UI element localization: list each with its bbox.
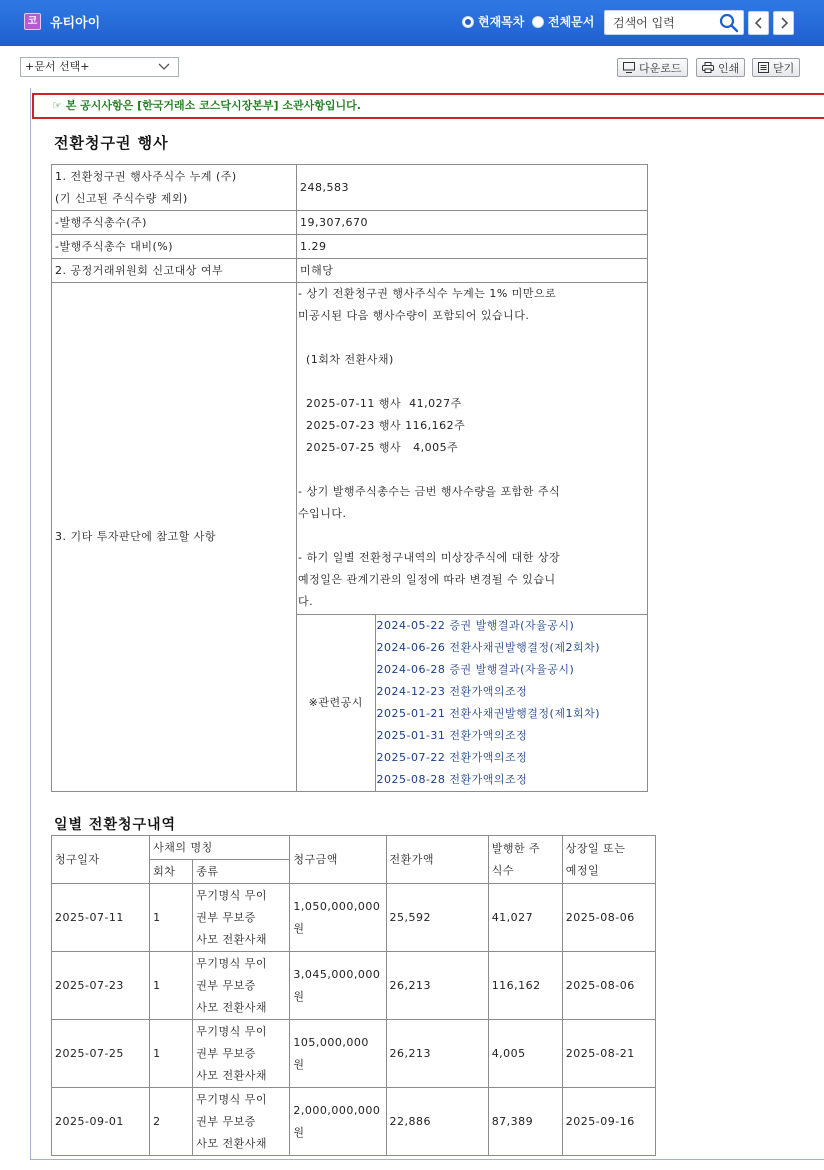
cell-listing: 2025-09-16: [562, 1088, 655, 1156]
document-list-icon: [758, 62, 769, 73]
section-title-daily-claims: 일별 전환청구내역: [54, 817, 177, 833]
cell-amount: 2,000,000,000 원: [290, 1088, 386, 1156]
cell-round: 1: [150, 952, 193, 1020]
print-label: 인쇄: [718, 61, 740, 75]
cell-amount: 1,050,000,000 원: [290, 884, 386, 952]
chevron-down-icon: [158, 63, 170, 71]
value-cell: 19,307,670: [297, 211, 648, 235]
related-link[interactable]: 2025-08-28 전환가액의조정: [376, 773, 528, 786]
header-shares: 발행한 주 식수: [488, 836, 562, 884]
table-row: [52, 211, 648, 235]
section-title-conversion-exercise: 전환청구권 행사: [54, 134, 169, 152]
radio-all-label: 전체문서: [548, 15, 595, 29]
label-cell: 3. 기타 투자판단에 참고할 사항: [52, 283, 297, 792]
daily-claims-table: [51, 835, 656, 1156]
app-logo-icon: 코: [24, 13, 41, 30]
radio-unselected-icon[interactable]: [532, 16, 544, 28]
related-label-cell: ※관련공시: [297, 615, 375, 792]
label-cell: -발행주식총수 대비(%): [52, 235, 297, 259]
download-button[interactable]: [617, 58, 688, 77]
cell-listing: 2025-08-21: [562, 1020, 655, 1088]
value-cell: 1.29: [297, 235, 648, 259]
radio-selected-icon[interactable]: [462, 16, 474, 28]
cell-shares: 41,027: [488, 884, 562, 952]
cell-date: 2025-07-23: [52, 952, 150, 1020]
cell-amount: 3,045,000,000 원: [290, 952, 386, 1020]
cell-shares: 4,005: [488, 1020, 562, 1088]
close-label: 닫기: [773, 61, 795, 75]
table-row: [52, 952, 656, 1020]
table-row: [52, 1088, 656, 1156]
table-header-row: [52, 836, 656, 860]
next-button[interactable]: [773, 11, 794, 35]
cell-kind: 무기명식 무이 권부 무보증 사모 전환사채: [193, 1088, 290, 1156]
close-button[interactable]: [752, 58, 800, 77]
cell-price: 26,213: [386, 952, 488, 1020]
other-info-text: - 상기 전환청구권 행사주식수 누계는 1% 미만으로 미공시된 다음 행사수량이 포함되어 있습니다. (1회차 전환사채) 2025-07-11 행사 41,027주 2025-07-23 행사 116,162주 2025-07-25 행사 4,005주 - 상기 발행주식총수는 금번 행사수량을 포함한 주식 수입니다. - 하기 일별 전환청구내역의 미상장주식에 대한 상장 예정일은 관계기관의 일정에 따라 변경될 수 있습니 다.: [298, 287, 561, 608]
document-select-value: +문서 선택+: [25, 60, 90, 73]
table-row: [52, 165, 648, 211]
header-bond-name: 사채의 명칭: [150, 836, 290, 860]
header-round: 회차: [150, 860, 193, 884]
related-links-cell: [375, 615, 647, 792]
other-info-cell: [297, 283, 648, 792]
chevron-right-icon: [779, 17, 789, 29]
table-row: [52, 259, 648, 283]
conversion-summary-table: [51, 164, 648, 792]
header-date: 청구일자: [52, 836, 150, 884]
cell-price: 22,886: [386, 1088, 488, 1156]
header-amount: 청구금액: [290, 836, 386, 884]
monitor-download-icon: [623, 62, 635, 73]
printer-icon: [702, 62, 714, 73]
cell-round: 1: [150, 884, 193, 952]
download-label: 다운로드: [639, 61, 682, 75]
cell-price: 26,213: [386, 1020, 488, 1088]
chevron-left-icon: [754, 17, 764, 29]
cell-date: 2025-07-25: [52, 1020, 150, 1088]
cell-listing: 2025-08-06: [562, 884, 655, 952]
related-link[interactable]: 2024-12-23 전환가액의조정: [376, 685, 528, 698]
top-bar: [0, 0, 824, 46]
related-link[interactable]: 2025-01-31 전환가액의조정: [376, 729, 528, 742]
related-disclosures-table: [297, 614, 647, 791]
label-cell: 1. 전환청구권 행사주식수 누계 (주) (기 신고된 주식수량 제외): [52, 165, 297, 211]
label-cell: -발행주식총수(주): [52, 211, 297, 235]
related-link[interactable]: 2025-01-21 전환사채권발행결정(제1회차): [376, 707, 601, 720]
app-title: 유티아이: [50, 16, 101, 31]
table-row: [52, 283, 648, 792]
cell-round: 1: [150, 1020, 193, 1088]
prev-button[interactable]: [748, 11, 769, 35]
related-link[interactable]: 2024-06-28 증권 발행결과(자율공시): [376, 663, 575, 676]
cell-shares: 116,162: [488, 952, 562, 1020]
header-kind: 종류: [193, 860, 290, 884]
related-link[interactable]: 2024-06-26 전환사채권발행결정(제2회차): [376, 641, 601, 654]
cell-round: 2: [150, 1088, 193, 1156]
cell-listing: 2025-08-06: [562, 952, 655, 1020]
value-cell: 미해당: [297, 259, 648, 283]
cell-kind: 무기명식 무이 권부 무보증 사모 전환사채: [193, 952, 290, 1020]
table-row: [52, 884, 656, 952]
header-price: 전환가액: [386, 836, 488, 884]
related-link[interactable]: 2025-07-22 전환가액의조정: [376, 751, 528, 764]
search-input[interactable]: [605, 11, 713, 34]
related-link[interactable]: 2024-05-22 증권 발행결과(자율공시): [376, 619, 575, 632]
document-select[interactable]: [20, 57, 179, 77]
cell-date: 2025-07-11: [52, 884, 150, 952]
cell-kind: 무기명식 무이 권부 무보증 사모 전환사채: [193, 884, 290, 952]
header-listing: 상장일 또는 예정일: [562, 836, 655, 884]
radio-full-document[interactable]: [532, 13, 594, 30]
radio-current-label: 현재목차: [478, 15, 525, 29]
cell-amount: 105,000,000 원: [290, 1020, 386, 1088]
cell-date: 2025-09-01: [52, 1088, 150, 1156]
cell-kind: 무기명식 무이 권부 무보증 사모 전환사채: [193, 1020, 290, 1088]
label-cell: 2. 공정거래위원회 신고대상 여부: [52, 259, 297, 283]
search-box: [604, 10, 744, 35]
print-button[interactable]: [696, 58, 745, 77]
notice-banner: ☞ 본 공시사항은 [한국거래소 코스닥시장본부] 소관사항입니다.: [32, 93, 824, 119]
cell-shares: 87,389: [488, 1088, 562, 1156]
radio-current-toc[interactable]: [462, 13, 524, 30]
table-row: [52, 1020, 656, 1088]
cell-price: 25,592: [386, 884, 488, 952]
value-cell: 248,583: [297, 165, 648, 211]
search-icon[interactable]: [719, 13, 739, 33]
table-row: [52, 235, 648, 259]
